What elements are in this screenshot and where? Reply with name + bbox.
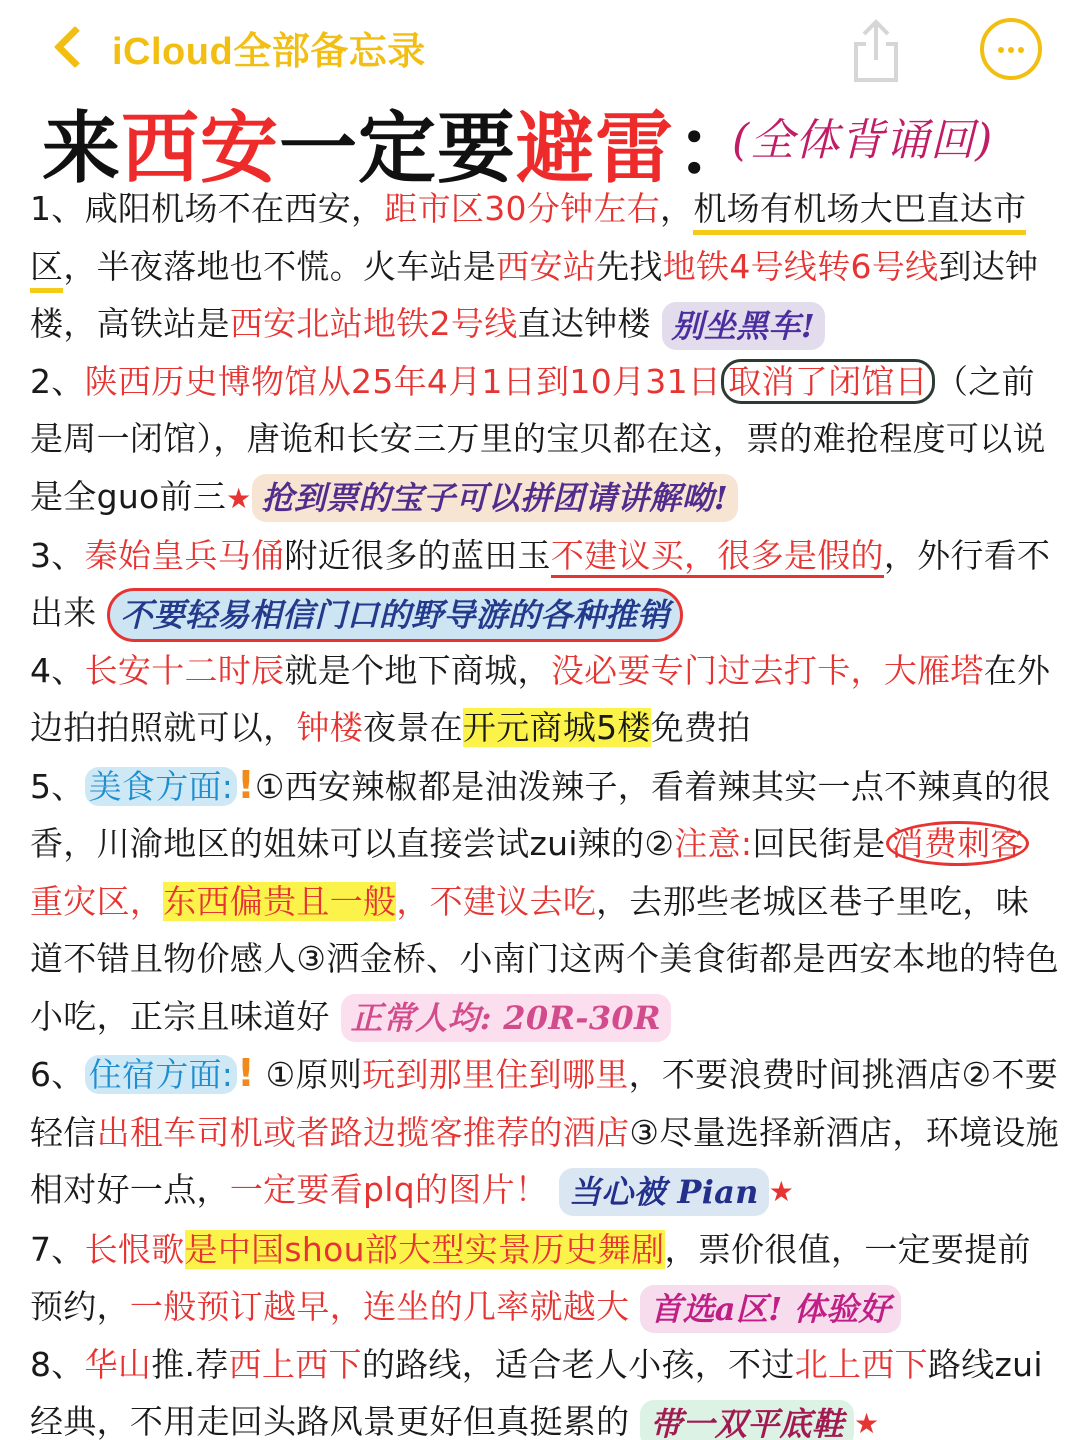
title-handwritten-note: (全体背诵回): [732, 115, 994, 166]
title-colon: ：: [676, 104, 756, 194]
exclamation-icon: !: [237, 762, 255, 807]
ellipsis-icon: [998, 47, 1004, 53]
tip-item-7: 7、长恨歌是中国shou部大型实景历史舞剧，票价很值，一定要提前预约，一般预订越早，连坐的几率就越大 首选a区! 体验好: [30, 1221, 1060, 1336]
tip-item-2: 2、陕西历史博物馆从25年4月1日到10月31日 取消了闭馆日 （之前是周一闭馆），唐诡和长安三万里的宝贝都在这，票的难抢程度可以说是全guo前三★ 抢到票的宝子可以拼团请讲解呦!: [30, 353, 1060, 527]
handwritten-note: 当心被 Pian: [559, 1168, 769, 1216]
title-part: 来: [42, 104, 122, 194]
share-icon: [848, 18, 904, 84]
back-label: iCloud全部备忘录: [112, 30, 426, 73]
handwritten-note: 正常人均: 20R-30R: [341, 994, 671, 1042]
ellipsis-icon: [1008, 47, 1014, 53]
handwritten-note: 带一双平底鞋: [640, 1400, 854, 1440]
tip-item-6: 6、 住宿方面: ! ①原则玩到那里住到哪里，不要浪费时间挑酒店②不要轻信出租车司机或者路边揽客推荐的酒店③尽量选择新酒店，环境设施相对好一点，一定要看plq的图片！ 当心被 Pian ★: [30, 1045, 1060, 1220]
handwritten-note: 别坐黑车!: [662, 302, 826, 350]
star-icon: ★: [854, 1406, 880, 1440]
note-title: [42, 92, 755, 192]
tip-item-3: 3、秦始皇兵马俑附近很多的蓝田玉不建议买，很多是假的，外行看不出来 不要轻易相信门口的野导游的各种推销: [30, 527, 1060, 642]
handwritten-note: 抢到票的宝子可以拼团请讲解呦!: [252, 474, 739, 522]
tip-item-8: 8、华山推.荐西上西下的路线，适合老人小孩，不过北上西下路线zui经典，不用走回头路风景更好但真挺累的 带一双平底鞋 ★: [30, 1336, 1060, 1440]
share-button[interactable]: [848, 18, 904, 84]
tip-item-4: 4、长安十二时辰就是个地下商城，没必要专门过去打卡，大雁塔在外边拍拍照就可以，钟楼夜景在开元商城5楼免费拍: [30, 650, 1051, 748]
tip-item-5: 5、 美食方面: !①西安辣椒都是油泼辣子，看着辣其实一点不辣真的很香，川渝地区的姐妹可以直接尝试zui辣的②注意:回民街是 消费刺客重灾区，东西偏贵且一般，不建议去吃，去那些老城区巷子里吃，味道不错且物价感人③洒金桥、小南门这两个美食街都是西安本地的特色小吃，正宗且味道好 正常人均: 20R-30R: [30, 757, 1060, 1046]
title-part-highlight: 西安: [121, 104, 280, 194]
chevron-left-icon: [54, 26, 96, 68]
navigation-bar: [0, 0, 1080, 96]
back-button[interactable]: [44, 18, 426, 76]
ellipsis-icon: [1018, 47, 1024, 53]
star-icon: ★: [768, 1175, 795, 1208]
handwritten-note: 首选a区! 体验好: [640, 1285, 901, 1333]
exclamation-icon: !: [237, 1051, 255, 1096]
handwritten-note: 不要轻易相信门口的野导游的各种推销: [107, 588, 682, 642]
star-icon: ★: [226, 481, 252, 515]
more-options-button[interactable]: [980, 18, 1042, 80]
title-part: 一定要: [279, 104, 517, 194]
title-part-highlight: 避雷: [516, 104, 675, 194]
tip-item-1: 1、咸阳机场不在西安，距市区30分钟左右，机场有机场大巴直达市区，半夜落地也不慌。火车站是西安站先找地铁4号线转6号线到达钟楼，高铁站是西安北站地铁2号线直达钟楼 别坐黑车!: [30, 180, 1060, 353]
note-body[interactable]: [30, 180, 1060, 1440]
